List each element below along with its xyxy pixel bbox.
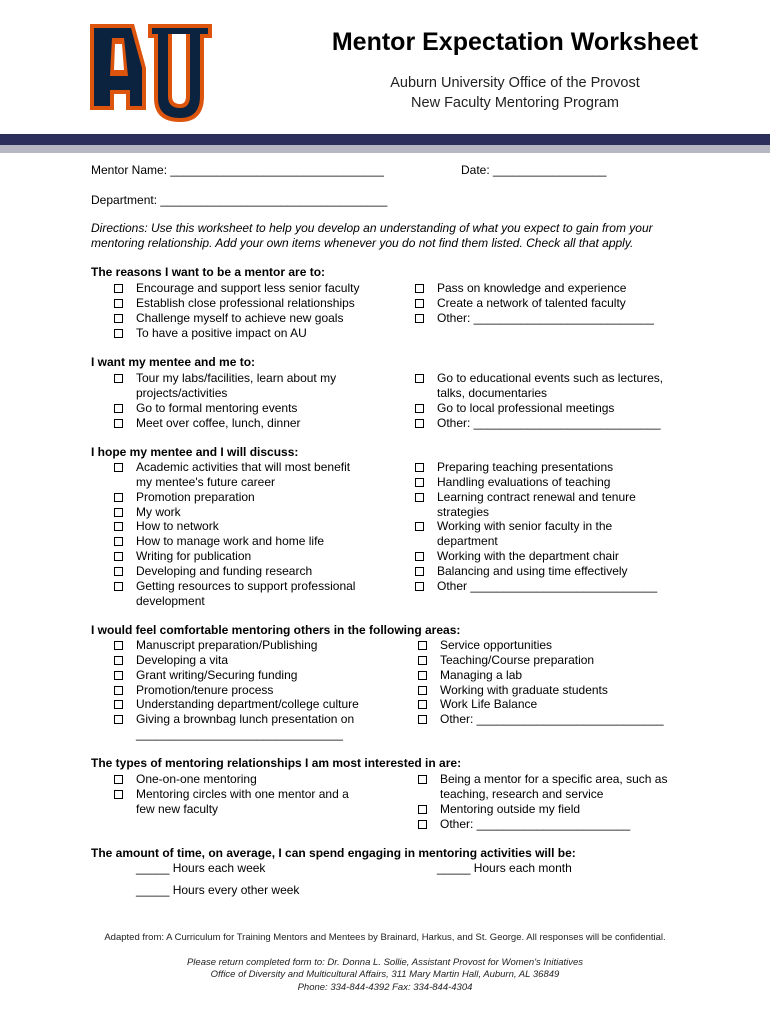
section-areas-heading: I would feel comfortable mentoring others in the following areas: [91, 623, 461, 637]
checkbox-icon[interactable] [114, 775, 123, 784]
footer-adapted: Adapted from: A Curriculum for Training Mentors and Mentees by Brainard, Harkus, and St. George. All responses will be confidential. [104, 932, 666, 943]
section-discuss-heading: I hope my mentee and I will discuss: [91, 445, 299, 459]
checkbox-icon[interactable] [415, 463, 424, 472]
section-activities-heading: I want my mentee and me to: [91, 355, 256, 369]
checkbox-icon[interactable] [415, 419, 424, 428]
footer-return-line-3: Phone: 334-844-4392 Fax: 334-844-4304 [297, 982, 473, 993]
footer-return-line-1: Please return completed form to: Dr. Donna L. Sollie, Assistant Provost for Women's Initiatives [186, 957, 584, 968]
checkbox-icon[interactable] [114, 656, 123, 665]
checkbox-icon[interactable] [114, 329, 123, 338]
checkbox-icon[interactable] [418, 686, 427, 695]
checkbox-icon[interactable] [114, 522, 123, 531]
section-reasons-heading: The reasons I want to be a mentor are to: [91, 265, 326, 279]
checkbox-icon[interactable] [114, 552, 123, 561]
checkbox-icon[interactable] [415, 314, 424, 323]
checkbox-icon[interactable] [415, 567, 424, 576]
checkbox-icon[interactable] [418, 805, 427, 814]
checkbox-icon[interactable] [114, 582, 123, 591]
header-band [0, 134, 770, 145]
checkbox-icon[interactable] [418, 671, 427, 680]
item-continuation: talks, documentaries [437, 386, 548, 400]
checkbox-icon[interactable] [114, 715, 123, 724]
checkbox-icon[interactable] [415, 404, 424, 413]
checkbox-icon[interactable] [114, 686, 123, 695]
checkbox-icon[interactable] [418, 641, 427, 650]
footer-return-line-2: Office of Diversity and Multicultural Affairs, 311 Mary Martin Hall, Auburn, AL 36849 [210, 969, 560, 980]
item-continuation: development [136, 594, 205, 608]
checkbox-icon[interactable] [114, 374, 123, 383]
checkbox-icon[interactable] [418, 775, 427, 784]
subtitle-program: New Faculty Mentoring Program [411, 95, 619, 111]
checkbox-icon[interactable] [415, 493, 424, 502]
checkbox-icon[interactable] [114, 508, 123, 517]
checkbox-icon[interactable] [114, 641, 123, 650]
item-continuation: projects/activities [136, 386, 228, 400]
item-continuation: strategies [437, 505, 490, 519]
subtitle-office: Auburn University Office of the Provost [390, 75, 640, 91]
svg-text:AU: AU [88, 18, 90, 19]
checkbox-icon[interactable] [418, 656, 427, 665]
checkbox-icon[interactable] [114, 419, 123, 428]
directions-line-1: Directions: Use this worksheet to help you develop an understanding of what you expect to gain from your [91, 221, 653, 235]
checkbox-icon[interactable] [114, 671, 123, 680]
checkbox-icon[interactable] [415, 522, 424, 531]
checkbox-icon[interactable] [415, 284, 424, 293]
department-field[interactable]: Department: __________________________________ [91, 193, 388, 207]
item-continuation[interactable]: _______________________________ [136, 727, 343, 741]
hours-each-week-field[interactable]: _____ Hours each week [136, 861, 266, 875]
page-title: Mentor Expectation Worksheet [331, 28, 699, 56]
checkbox-icon[interactable] [114, 404, 123, 413]
checkbox-icon[interactable] [114, 284, 123, 293]
checkbox-icon[interactable] [418, 700, 427, 709]
hours-every-other-week-field[interactable]: _____ Hours every other week [136, 883, 300, 897]
checkbox-icon[interactable] [415, 478, 424, 487]
checkbox-icon[interactable] [418, 820, 427, 829]
checkbox-icon[interactable] [418, 715, 427, 724]
checkbox-icon[interactable] [114, 567, 123, 576]
checkbox-icon[interactable] [114, 314, 123, 323]
auburn-au-logo [88, 18, 214, 126]
checkbox-icon[interactable] [415, 374, 424, 383]
section-time-heading: The amount of time, on average, I can spend engaging in mentoring activities will be: [91, 846, 576, 860]
checkbox-icon[interactable] [415, 582, 424, 591]
item-continuation: few new faculty [136, 802, 219, 816]
checkbox-icon[interactable] [114, 493, 123, 502]
checkbox-icon[interactable] [114, 537, 123, 546]
checkbox-icon[interactable] [114, 700, 123, 709]
checkbox-icon[interactable] [415, 552, 424, 561]
hours-each-month-field[interactable]: _____ Hours each month [437, 861, 572, 875]
checkbox-icon[interactable] [415, 299, 424, 308]
header-band-grey [0, 145, 770, 153]
item-continuation: teaching, research and service [440, 787, 604, 801]
item-continuation: my mentee's future career [136, 475, 276, 489]
directions-line-2: mentoring relationship. Add your own items whenever you do not find them listed. Check all that apply. [91, 236, 634, 250]
item-continuation: department [437, 534, 498, 548]
section-relationships-heading: The types of mentoring relationships I am most interested in are: [91, 756, 462, 770]
checkbox-icon[interactable] [114, 463, 123, 472]
checkbox-icon[interactable] [114, 790, 123, 799]
checkbox-icon[interactable] [114, 299, 123, 308]
date-field[interactable]: Date: _________________ [461, 163, 607, 177]
mentor-name-field[interactable]: Mentor Name: ________________________________ [91, 163, 384, 177]
